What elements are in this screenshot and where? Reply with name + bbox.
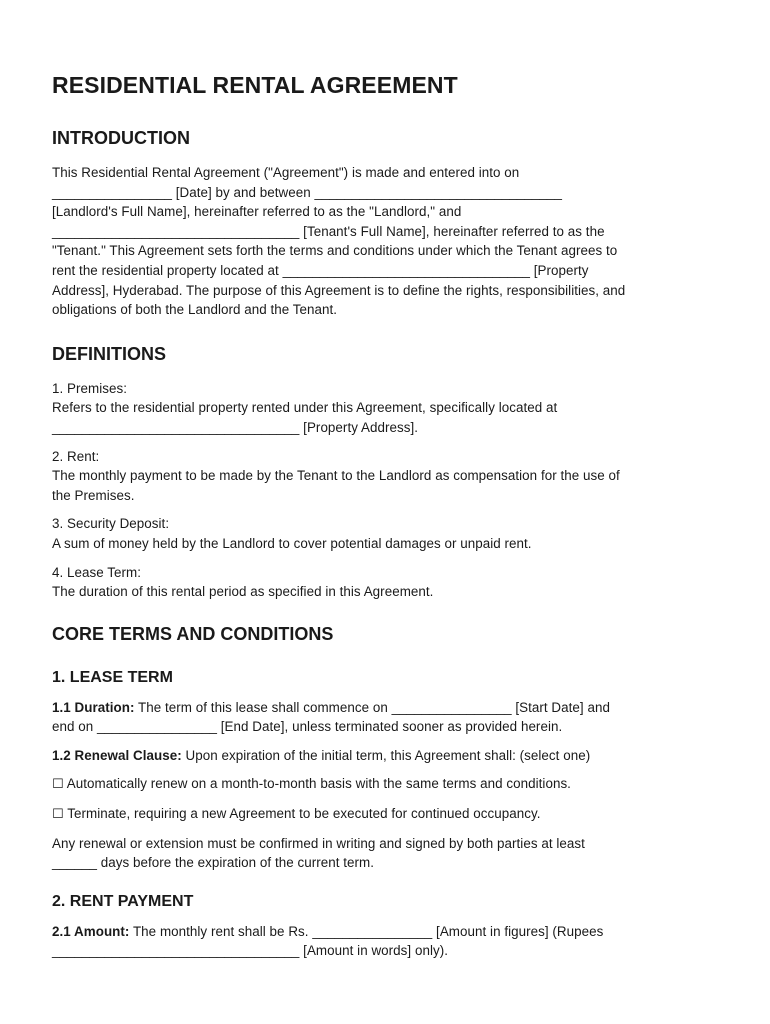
definitions-heading: DEFINITIONS xyxy=(52,343,167,364)
duration-line: The term of this lease shall commence on ________________ [Start Date] and xyxy=(134,699,610,715)
intro-line: obligations of both the Landlord and the Tenant. xyxy=(52,302,338,318)
definition-term: 1. Premises: xyxy=(52,380,128,396)
intro-line: This Residential Rental Agreement ("Agreement") is made and entered into on xyxy=(52,165,520,180)
definition-term: 3. Security Deposit: xyxy=(52,516,170,532)
document-title: RESIDENTIAL RENTAL AGREEMENT xyxy=(52,72,458,98)
option-text: Automatically renew on a month-to-month basis with the same terms and conditions. xyxy=(63,776,571,792)
definition-term: 4. Lease Term: xyxy=(52,564,142,580)
intro-line: _________________________________ [Tenant's Full Name], hereinafter referred to as the xyxy=(52,223,605,239)
definition-line: _________________________________ [Property Address]. xyxy=(52,419,419,435)
definition-line: the Premises. xyxy=(52,487,135,503)
duration-clause xyxy=(52,698,718,737)
intro-line: [Landlord's Full Name], hereinafter referred to as the "Landlord," and xyxy=(52,204,462,220)
renewal-note xyxy=(52,834,718,873)
intro-line: ________________ [Date] by and between _________________________________ xyxy=(52,184,562,200)
definition-line: The monthly payment to be made by the Tenant to the Landlord as compensation for the use of xyxy=(52,468,620,484)
renewal-note-line: ______ days before the expiration of the current term. xyxy=(52,855,375,871)
definition-rent xyxy=(52,447,718,506)
duration-label: 1.1 Duration: xyxy=(52,699,135,715)
intro-line: rent the residential property located at _________________________________ [Property xyxy=(52,262,589,278)
amount-line: The monthly rent shall be Rs. ________________ [Amount in figures] (Rupees xyxy=(129,923,604,939)
renewal-clause xyxy=(52,746,718,766)
definition-line: Refers to the residential property rented under this Agreement, specifically located at xyxy=(52,400,558,416)
lease-term-heading: 1. LEASE TERM xyxy=(52,668,173,686)
definition-term: 2. Rent: xyxy=(52,448,100,464)
core-terms-heading: CORE TERMS AND CONDITIONS xyxy=(52,623,334,644)
definition-line: The duration of this rental period as specified in this Agreement. xyxy=(52,584,434,600)
introduction-heading: INTRODUCTION xyxy=(52,128,190,148)
renewal-option-auto xyxy=(52,774,718,795)
checkbox-icon[interactable]: ☐ xyxy=(52,777,64,793)
amount-clause xyxy=(52,922,718,961)
amount-line: _________________________________ [Amount in words] only). xyxy=(52,943,449,959)
amount-label: 2.1 Amount: xyxy=(52,923,130,939)
definition-lease-term xyxy=(52,563,718,602)
renewal-note-line: Any renewal or extension must be confirmed in writing and signed by both parties at least xyxy=(52,835,585,851)
renewal-option-terminate xyxy=(52,804,718,825)
rent-payment-heading: 2. RENT PAYMENT xyxy=(52,892,194,910)
checkbox-icon[interactable]: ☐ xyxy=(52,807,64,823)
definition-premises xyxy=(52,379,718,438)
intro-line: Address], Hyderabad. The purpose of this Agreement is to define the rights, responsibilities, and xyxy=(52,282,626,298)
intro-line: "Tenant." This Agreement sets forth the terms and conditions under which the Tenant agrees to xyxy=(52,243,618,259)
introduction-paragraph xyxy=(52,163,718,320)
definition-security-deposit xyxy=(52,514,718,553)
renewal-label: 1.2 Renewal Clause: xyxy=(52,747,182,763)
option-text: Terminate, requiring a new Agreement to be executed for continued occupancy. xyxy=(63,806,541,822)
duration-line: end on ________________ [End Date], unless terminated sooner as provided herein. xyxy=(52,719,563,735)
definition-line: A sum of money held by the Landlord to cover potential damages or unpaid rent. xyxy=(52,535,532,551)
renewal-text: Upon expiration of the initial term, this Agreement shall: (select one) xyxy=(181,747,591,763)
